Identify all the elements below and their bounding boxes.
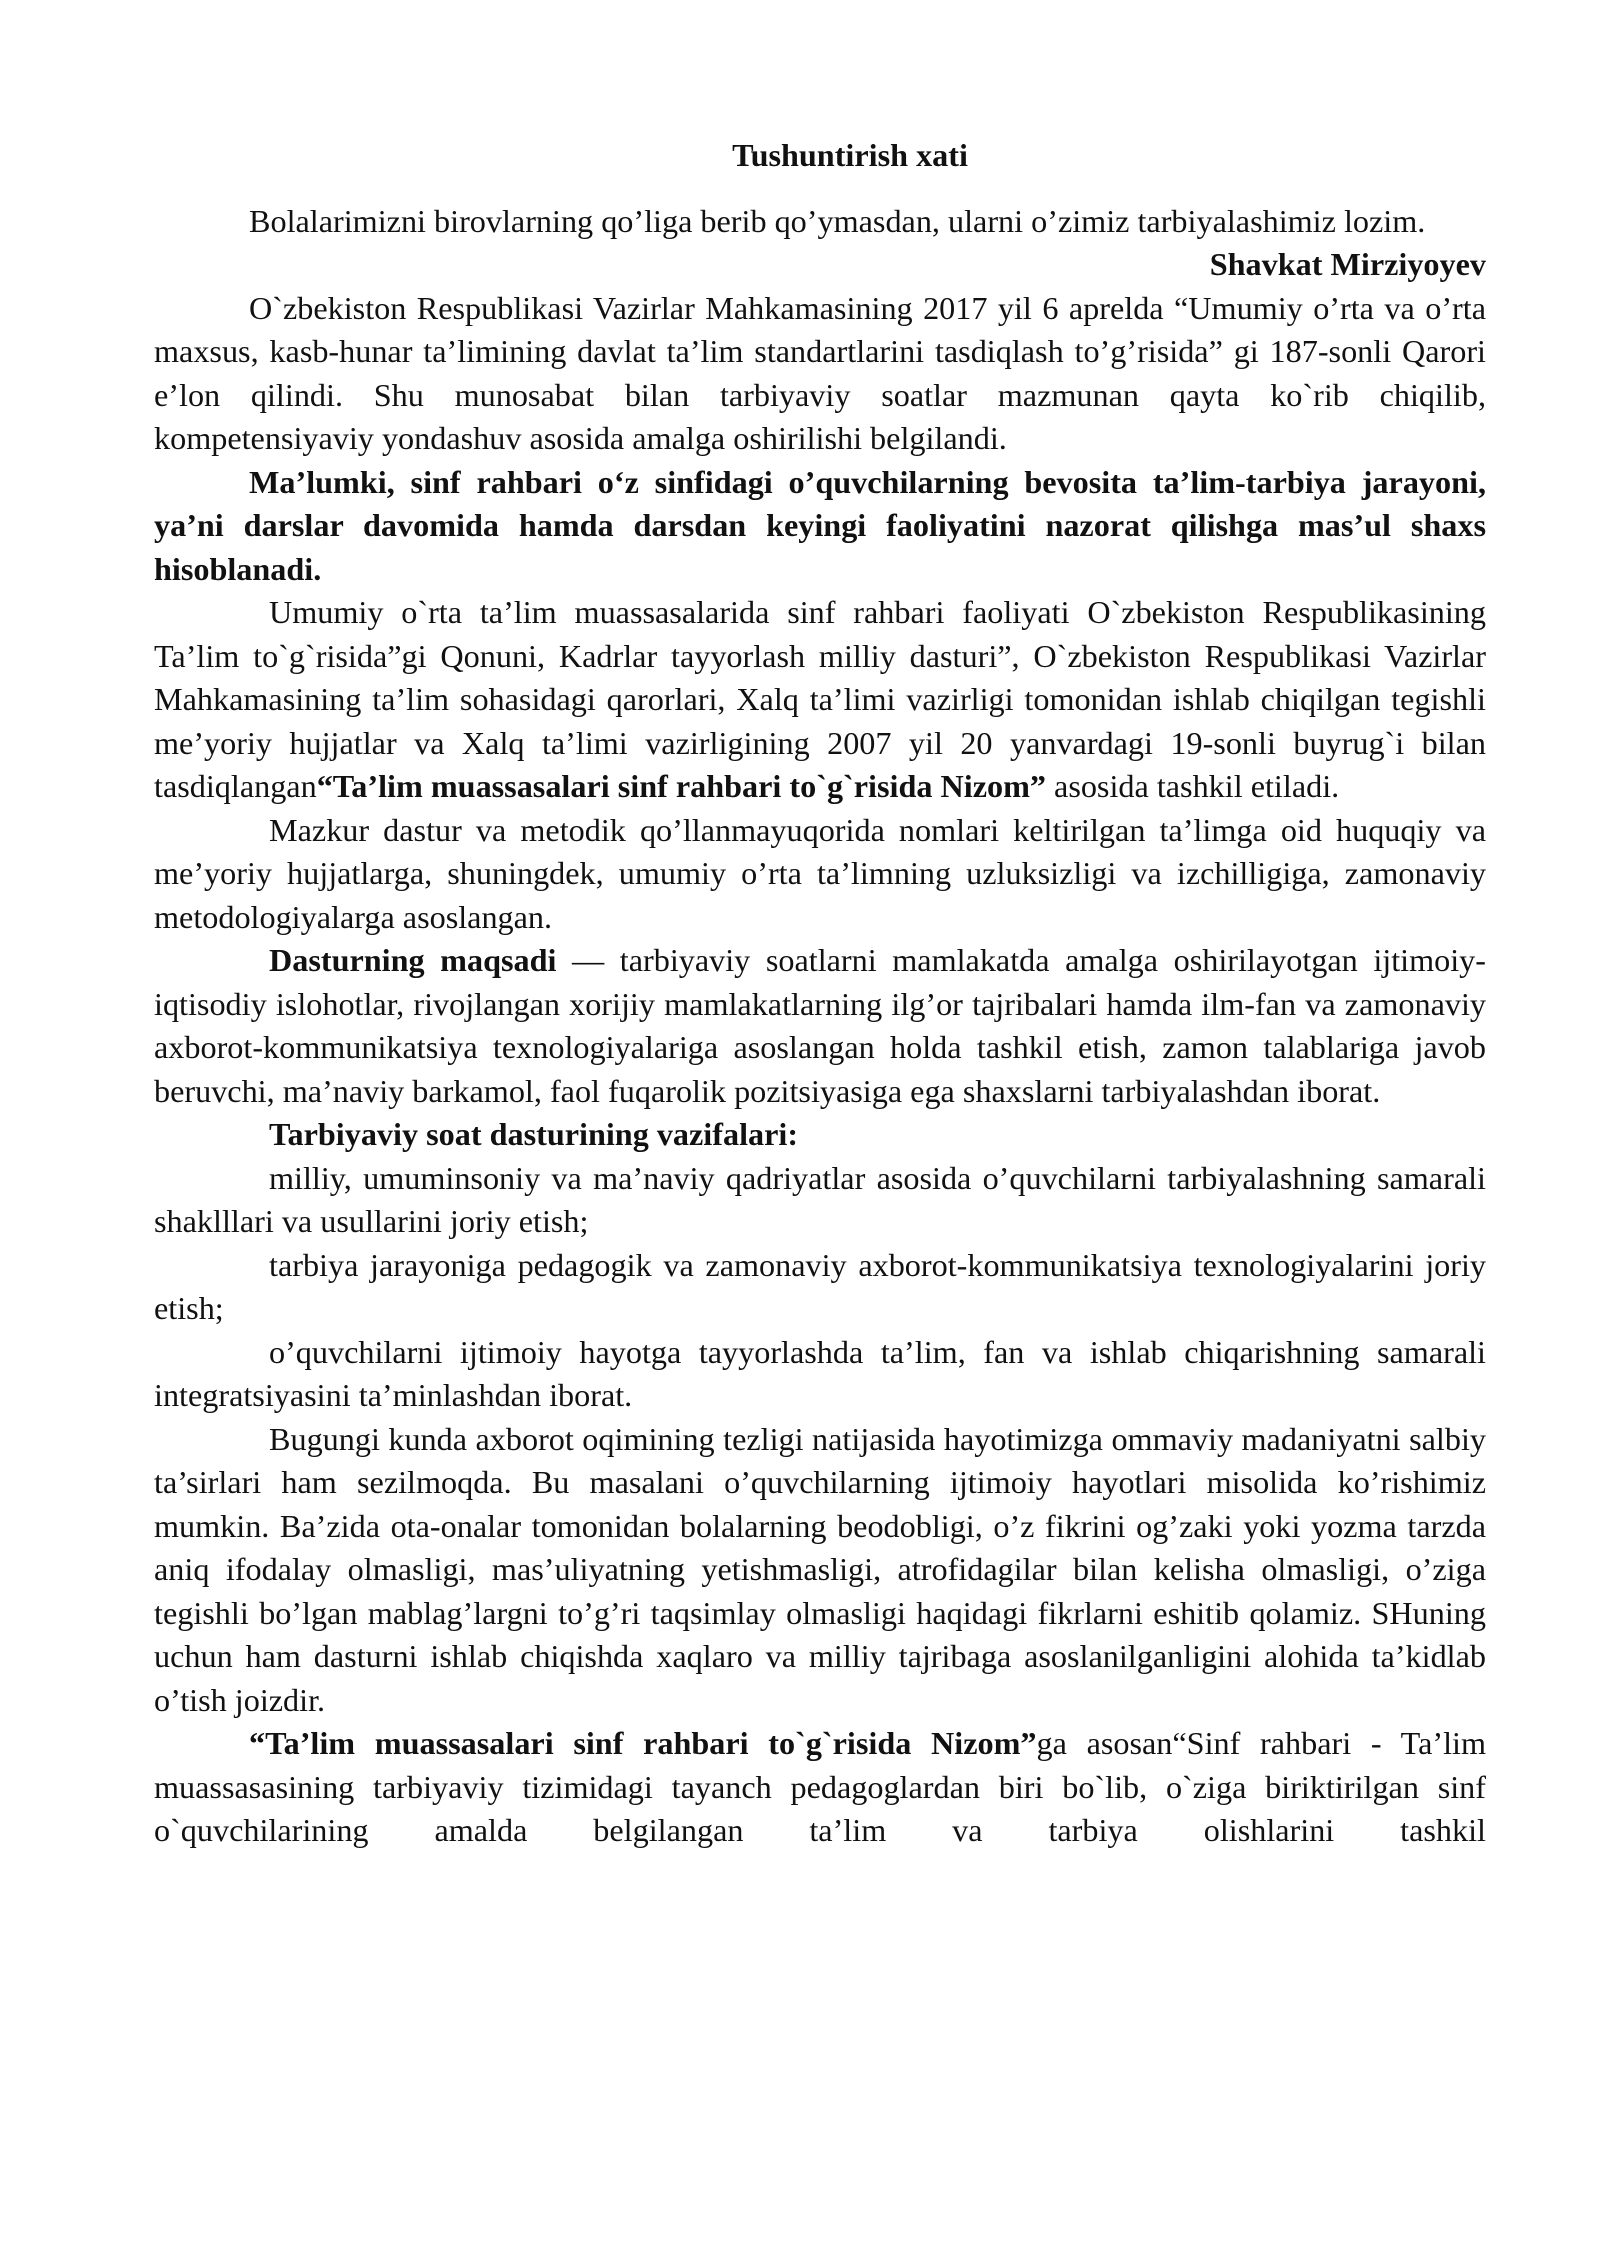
paragraph-7 bbox=[154, 1722, 1486, 1853]
task-item-2: tarbiya jarayoniga pedagogik va zamonaviy axborot-kommunikatsiya texnologiyalarini joriy etish; bbox=[154, 1246, 1486, 1326]
paragraph-3-end: asosida tashkil etiladi. bbox=[1045, 768, 1340, 804]
paragraph-7-bold: “Ta’lim muassasalari sinf rahbari to`g`risida Nizom” bbox=[249, 1725, 1037, 1761]
paragraph-3 bbox=[154, 591, 1486, 809]
paragraph-5 bbox=[154, 939, 1486, 1113]
epigraph-author: Shavkat Mirziyoyev bbox=[1209, 246, 1486, 282]
paragraph-5-bold: Dasturning maqsadi bbox=[269, 942, 557, 978]
paragraph-2: Ma’lumki, sinf rahbari o‘z sinfidagi o’quvchilarning bevosita ta’lim-tarbiya jarayoni, ya’ni darslar davomida hamda darsdan keyingi faoliyatini nazorat qilishga mas’ul shaxs hisoblanadi. bbox=[154, 463, 1486, 587]
paragraph-4: Mazkur dastur va metodik qo’llanmayuqorida nomlari keltirilgan ta’limga oid huquqiy va me’yoriy hujjatlarga, shuningdek, umumiy o’rta ta’limning uzluksizligi va izchilligiga, zamonaviy metodologiyalarga asoslangan. bbox=[154, 811, 1486, 935]
paragraph-3-text: Umumiy o`rta ta’lim muassasalarida sinf rahbari faoliyati O`zbekiston Respublikasining Ta’lim to`g`risida”gi Qonuni, Kadrlar tayyorlash milliy dasturi”, O`zbekiston Respublikasi Vazirlar Mahkamasining ta’lim sohasidagi qarorlari, Xalq ta’limi vazirligi tomonidan ishlab chiqilgan tegishli me’yoriy hujjatlar va Xalq ta’limi vazirligining 2007 yil 20 yanvardagi 19-sonli buyrug`i bilan tasdiqlangan bbox=[154, 594, 1486, 804]
paragraph-5-text: — tarbiyaviy soatlarni mamlakatda amalga oshirilayotgan ijtimoiy-iqtisodiy islohotlar, rivojlangan xorijiy mamlakatlarning ilg’or tajribalari hamda ilm-fan va zamonaviy axborot-kommunikatsiya texnologiyalariga asoslangan holda tashkil etish, zamon talablariga javob beruvchi, ma’naviy barkamol, faol fuqarolik pozitsiyasiga ega shaxslarni tarbiyalashdan iborat. bbox=[154, 942, 1486, 1109]
paragraph-7-text: ga asosan“Sinf rahbari - Ta’lim muassasasining tarbiyaviy tizimidagi tayanch pedagoglardan biri bo`lib, o`ziga biriktirilgan sinf o`quvchilarining amalda belgilangan ta’lim va tarbiya olishlarini tashkil bbox=[154, 1725, 1486, 1848]
paragraph-6: Bugungi kunda axborot oqimining tezligi natijasida hayotimizga ommaviy madaniyatni salbiy ta’sirlari ham sezilmoqda. Bu masalani o’quvchilarning ijtimoiy hayotlari misolida ko’rishimiz mumkin. Ba’zida ota-onalar tomonidan bolalarning beodobligi, o’z fikrini og’zaki yoki yozma tarzda aniq ifodalay olmasligi, mas’uliyatning yetishmasligi, atrofidagilar bilan kelisha olmasligi, o’ziga tegishli bo’lgan mablag’largni to’g’ri taqsimlay olmasligi haqidagi fikrlarni eshitib qolamiz. SHuning uchun ham dasturni ishlab chiqishda xaqlaro va milliy tajribaga asoslanilganligini alohida ta’kidlab o’tish joizdir. bbox=[154, 1420, 1486, 1718]
paragraph-1: O`zbekiston Respublikasi Vazirlar Mahkamasining 2017 yil 6 aprelda “Umumiy o’rta va o’rta maxsus, kasb-hunar ta’limining davlat ta’lim standartlarini tasdiqlash to’g’risida” gi 187-sonli Qarori e’lon qilindi. Shu munosabat bilan tarbiyaviy soatlar mazmunan qayta ko`rib chiqilib, kompetensiyaviy yondashuv asosida amalga oshirilishi belgilandi. bbox=[154, 289, 1486, 456]
epigraph: Bolalarimizni birovlarning qo’liga berib qo’ymasdan, ularni o’zimiz tarbiyalashimiz lozim. bbox=[249, 202, 1426, 239]
tasks-heading: Tarbiyaviy soat dasturining vazifalari: bbox=[269, 1116, 799, 1152]
paragraph-3-bold: “Ta’lim muassasalari sinf rahbari to`g`risida Nizom” bbox=[316, 768, 1046, 804]
task-item-1: milliy, umuminsoniy va ma’naviy qadriyatlar asosida o’quvchilarni tarbiyalashning samarali shaklllari va usullarini joriy etish; bbox=[154, 1159, 1486, 1239]
document-title: Tushuntirish xati bbox=[732, 137, 968, 173]
task-item-3: o’quvchilarni ijtimoiy hayotga tayyorlashda ta’lim, fan va ishlab chiqarishning samarali integratsiyasini ta’minlashdan iborat. bbox=[154, 1333, 1486, 1413]
